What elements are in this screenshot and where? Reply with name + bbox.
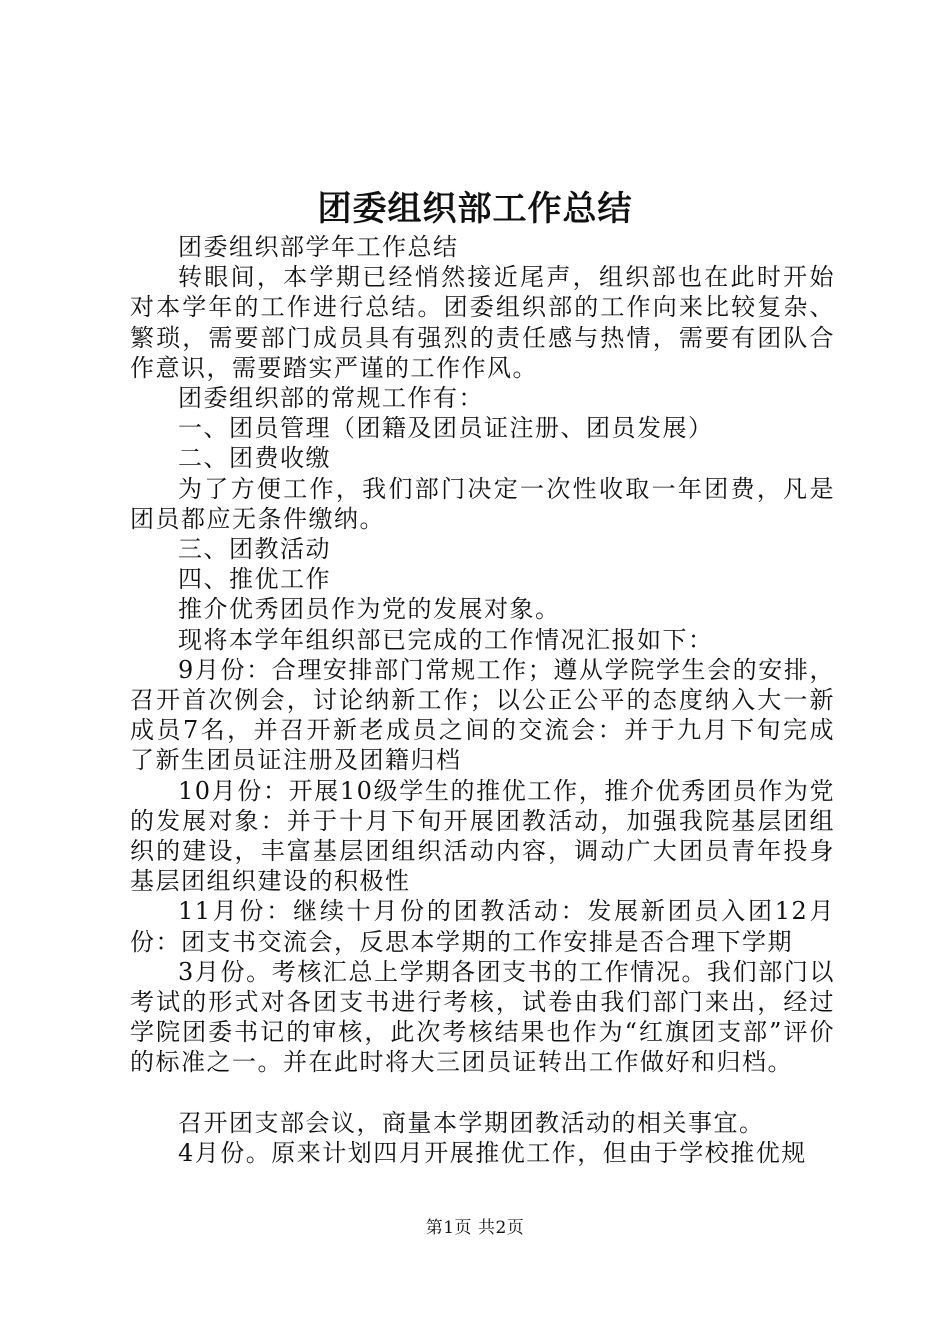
body-paragraph: 推介优秀团员作为党的发展对象。 bbox=[178, 595, 561, 624]
body-paragraph: 团委组织部的常规工作有： bbox=[178, 384, 484, 413]
body-paragraph: 四、推优工作 bbox=[178, 565, 331, 594]
body-paragraph: 二、团费收缴 bbox=[178, 444, 331, 473]
body-paragraph: 团委组织部学年工作总结 bbox=[178, 233, 459, 261]
body-paragraph: 一、团员管理（团籍及团员证注册、团员发展） bbox=[178, 414, 714, 443]
body-paragraph: 11月份：继续十月份的团教活动：发展新团员入团12月份：团支书交流会，反思本学期的工作安排是否合理下学期 bbox=[130, 897, 835, 956]
body-paragraph: 为了方便工作，我们部门决定一次性收取一年团费，凡是团员都应无条件缴纳。 bbox=[130, 474, 835, 533]
page-footer: 第1页 共2页 bbox=[425, 1218, 525, 1238]
body-paragraph: 10月份：开展10级学生的推优工作，推介优秀团员作为党的发展对象：并于十月下旬开展团教活动，加强我院基层团组织的建设，丰富基层团组织活动内容，调动广大团员青年投身基层团组织建设的积极性 bbox=[130, 776, 835, 896]
body-paragraph: 3月份。考核汇总上学期各团支书的工作情况。我们部门以考试的形式对各团支书进行考核，试卷由我们部门来出，经过学院团委书记的审核，此次考核结果也作为“红旗团支部”评价的标准之一。并在此时将大三团员证转出工作做好和归档。 bbox=[130, 957, 835, 1077]
body-paragraph: 召开团支部会议，商量本学期团教活动的相关事宜。 bbox=[178, 1108, 765, 1137]
body-paragraph: 9月份：合理安排部门常规工作；遵从学院学生会的安排，召开首次例会，讨论纳新工作；以公正公平的态度纳入大一新成员7名，并召开新老成员之间的交流会：并于九月下旬完成了新生团员证注册及团籍归档 bbox=[130, 655, 835, 775]
body-paragraph: 三、团教活动 bbox=[178, 535, 331, 564]
document-body bbox=[130, 232, 835, 1168]
document-title: 团委组织部工作总结 bbox=[317, 189, 633, 229]
body-paragraph: 转眼间，本学期已经悄然接近尾声，组织部也在此时开始对本学年的工作进行总结。团委组织部的工作向来比较复杂、繁琐，需要部门成员具有强烈的责任感与热情，需要有团队合作意识，需要踏实严谨的工作作风。 bbox=[130, 263, 835, 382]
body-paragraph: 现将本学年组织部已完成的工作情况汇报如下： bbox=[178, 625, 714, 654]
body-paragraph: 4月份。原来计划四月开展推优工作，但由于学校推优规 bbox=[178, 1138, 807, 1167]
